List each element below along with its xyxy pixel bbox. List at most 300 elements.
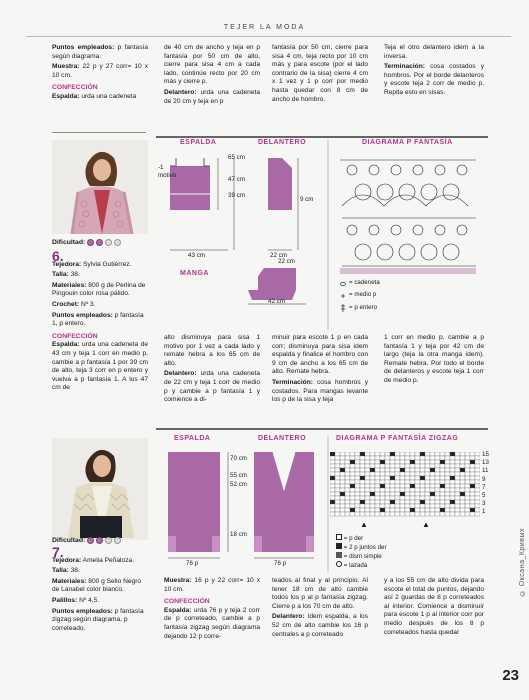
chart-cell [375,504,380,508]
chart-cell [345,508,350,512]
separator [156,428,488,430]
chart-cell [435,492,440,496]
chart-cell [355,472,360,476]
chart-cell [420,492,425,496]
chart-cell [390,508,395,512]
chart-cell [395,496,400,500]
chart-cell [460,476,465,480]
chart-cell [350,484,355,488]
chart-cell [385,500,390,504]
chart-cell [335,508,340,512]
chart-cell [370,460,375,464]
chart-cell [475,452,480,456]
chart-cell [450,492,455,496]
chart-cell [410,468,415,472]
chart-cell [385,456,390,460]
chart-cell [375,512,380,516]
chart-cell [430,476,435,480]
chart-cell [335,476,340,480]
chart-cell [415,488,420,492]
dim-label: 43 cm [188,252,205,259]
chart-cell [445,480,450,484]
chart-cell [340,476,345,480]
chart-cell [470,492,475,496]
chart-cell [465,464,470,468]
chart-cell [370,500,375,504]
difficulty-rating [52,537,121,544]
chart-cell [440,468,445,472]
chart-cell [390,500,395,504]
row-number: 5 [482,492,486,500]
row-number: 1 [482,508,486,516]
chart-cell [355,488,360,492]
dim-label: 22 cm [270,252,287,259]
chart-cell [410,488,415,492]
chart-cell [380,452,385,456]
chart-cell [475,464,480,468]
chart-cell [440,496,445,500]
chart-cell [360,500,365,504]
chart-cell [370,512,375,516]
chart-cell [365,504,370,508]
chart-cell [425,500,430,504]
label: Delantero: [164,88,197,96]
chart-cell [470,496,475,500]
chart-cell [380,500,385,504]
chart-cell [470,476,475,480]
chart-cell [405,468,410,472]
chart-cell [470,484,475,488]
chart-cell [350,496,355,500]
chart-cell [345,496,350,500]
chart-cell [455,496,460,500]
chart-cell [430,468,435,472]
chart-cell [450,476,455,480]
chart-cell [375,460,380,464]
chart-cell [395,512,400,516]
text: alto disminuya para sisa 1 motivo por 1 vez a cada lado y remate hebra a los 65 cm de alto. [164,334,260,367]
chart-cell [345,460,350,464]
chart-cell [435,508,440,512]
chart-cell [360,488,365,492]
chart-cell [420,468,425,472]
chart-cell [340,500,345,504]
row-number: 9 [482,475,486,483]
chart-cell [445,464,450,468]
zigzag-chart [330,452,480,518]
model-7-col-3 [272,577,368,641]
chart-cell [475,460,480,464]
chart-cell [375,468,380,472]
chart-cell [345,492,350,496]
chart-cell [360,480,365,484]
chart-cell [425,460,430,464]
model-6-col-3 [272,334,368,407]
label: Muestra: [52,63,80,71]
chart-cell [365,492,370,496]
chart-cell [410,512,415,516]
chart-cell [475,496,480,500]
chart-cell [445,484,450,488]
chart-cell [425,456,430,460]
chart-cell [365,452,370,456]
chart-cell [475,504,480,508]
chart-cell [400,468,405,472]
section-title: CONFECCIÓN [52,84,98,92]
chart-cell [415,480,420,484]
chart-cell [465,452,470,456]
zigzag-legend [336,534,387,570]
chart-cell [445,492,450,496]
chart-cell [425,512,430,516]
chart-cell [430,500,435,504]
chart-cell [410,492,415,496]
chart-cell [425,488,430,492]
label: Muestra: [164,577,192,584]
chart-cell [415,468,420,472]
chart-cell [400,508,405,512]
yarn-ball-icon [105,537,112,544]
yarn-ball-icon [87,239,94,246]
chart-cell [365,468,370,472]
chart-cell [355,512,360,516]
chart-cell [445,456,450,460]
chart-cell [410,500,415,504]
chart-cell [365,488,370,492]
separator [52,132,146,133]
label: Talla: [52,567,69,575]
text: de 40 cm de ancho y teja en p fantasía por 50 cm de alto, cierre para sisa 4 cm a cada lado, continúe recto por 20 cm más y cierre p. [164,44,260,86]
chart-cell [475,456,480,460]
chart-cell [365,476,370,480]
chart-cell [340,512,345,516]
chart-cell [395,500,400,504]
chart-cell [445,508,450,512]
chart-cell [390,496,395,500]
chart-cell [420,476,425,480]
chart-cell [440,508,445,512]
diagram-label-zigzag: DIAGRAMA P FANTASÍA ZIGZAG [336,435,459,442]
text: fantasía por 50 cm, cierre para sisa 4 cm, teja recto por 10 cm más y para escote (por el lado contrario de la sisa) cierre 4 cm x 1 vez y 1 p corr por medio hasta quedar con 8 cm de ancho de hombro. [272,44,368,103]
chart-cell [390,484,395,488]
chart-cell [340,464,345,468]
chart-cell [455,480,460,484]
chart-cell [455,456,460,460]
chart-cell [360,464,365,468]
chart-cell [380,484,385,488]
chart-cell [350,512,355,516]
chart-cell [445,488,450,492]
chart-cell [340,504,345,508]
chart-cell [360,472,365,476]
chart-cell [365,484,370,488]
chart-cell [405,452,410,456]
chart-cell [425,508,430,512]
chart-cell [415,464,420,468]
chart-cell [470,460,475,464]
chart-cell [455,468,460,472]
chart-cell [435,452,440,456]
section-title: CONFECCIÓN [164,598,210,606]
yarn-ball-icon [114,239,121,246]
chart-cell [420,480,425,484]
chart-cell [430,492,435,496]
chart-cell [400,456,405,460]
chart-cell [365,472,370,476]
chart-cell [445,476,450,480]
chart-cell [370,456,375,460]
chart-cell [375,488,380,492]
chart-cell [415,500,420,504]
chart-cell [350,508,355,512]
chart-cell [475,488,480,492]
chart-cell [360,460,365,464]
chart-cell [430,456,435,460]
model-7-col-2 [164,577,260,643]
chart-cell [335,452,340,456]
chart-cell [335,504,340,508]
chart-cell [470,464,475,468]
chart-cell [350,500,355,504]
diagram-label-fantasia: DIAGRAMA P FANTASÍA [362,139,453,146]
row-number: 13 [482,459,489,467]
chart-cell [440,484,445,488]
chart-cell [435,472,440,476]
chart-cell [360,452,365,456]
chart-cell [435,488,440,492]
chart-cell [465,484,470,488]
model-6-photo [52,140,148,234]
text: minuir para escote 1 p en cada corr; disminuya para sisa idem espalda y finalice el hombro con 9 cm de ancho a los 65 cm de alto. Remate hebra. [272,334,368,376]
chart-cell [440,504,445,508]
chart-cell [330,464,335,468]
chart-cell [385,504,390,508]
chart-cell [365,496,370,500]
dim-motivo: -1 motivo [158,164,177,179]
chart-cell [470,456,475,460]
chart-cell [415,504,420,508]
chart-cell [405,496,410,500]
chart-cell [460,456,465,460]
chart-cell [405,480,410,484]
chart-cell [440,464,445,468]
chart-cell [395,468,400,472]
text: p fantasía 1, p entero. [52,311,144,328]
chart-cell [380,496,385,500]
text: Nº 3. [79,300,96,308]
chart-cell [435,480,440,484]
chart-cell [375,496,380,500]
chart-cell [410,456,415,460]
chart-cell [355,496,360,500]
chart-cell [470,452,475,456]
chart-cell [460,472,465,476]
chart-cell [350,504,355,508]
chart-cell [340,480,345,484]
chart-cell [430,460,435,464]
text: 1 corr en medio p, cambie a p fantasía 1 y teja por 42 cm de largo (teja la otra manga idem). Remate hebra. Por todo el borde de delanteros y escote teja 1 corr de medio p. [384,334,484,384]
chart-cell [355,464,360,468]
chart-cell [340,492,345,496]
chart-cell [355,476,360,480]
chart-cell [400,480,405,484]
chart-cell [475,492,480,496]
chart-cell [395,452,400,456]
chart-cell [425,476,430,480]
chart-cell [475,512,480,516]
chart-cell [360,504,365,508]
chart-cell [460,468,465,472]
chart-cell [415,508,420,512]
chart-cell [435,456,440,460]
zigzag-row-numbers [482,451,489,517]
chart-cell [390,480,395,484]
chart-cell [465,488,470,492]
text: 22 p y 27 corr= 10 x 10 cm. [52,63,148,79]
chart-cell [445,472,450,476]
chart-cell [370,476,375,480]
chart-cell [390,460,395,464]
chart-cell [345,500,350,504]
chart-cell [450,456,455,460]
chart-cell [370,484,375,488]
chart-cell [380,464,385,468]
chart-cell [470,480,475,484]
chart-cell [460,460,465,464]
separator [156,136,488,138]
chart-cell [450,460,455,464]
chart-cell [400,452,405,456]
text: urda una cadeneta de 43 cm y teja 1 corr en medio p, cambie a p fantasía 1 por 39 cm de alto, teja 3 corr en p entero y vuelva a p fantasía 1. A los 47 cm de [52,341,148,392]
chart-cell [355,504,360,508]
chart-cell [395,504,400,508]
chart-cell [475,476,480,480]
text: Amelia Peñaloza. [81,556,134,564]
chart-cell [430,512,435,516]
chart-cell [400,472,405,476]
chart-cell [425,504,430,508]
chart-cell [425,464,430,468]
chart-cell [395,464,400,468]
chart-cell [350,488,355,492]
chart-cell [420,488,425,492]
page-number: 23 [502,667,519,684]
text: 800 g de Perlina de Pingouin color rosa pálido. [52,281,146,298]
chart-cell [330,476,335,480]
chart-cell [390,488,395,492]
chart-cell [365,480,370,484]
chart-cell [440,460,445,464]
chart-cell [390,512,395,516]
chart-cell [430,484,435,488]
legend-cadeneta: = cadeneta [349,279,380,286]
chart-cell [350,452,355,456]
chart-cell [420,452,425,456]
label: Crochet: [52,300,80,308]
chart-cell [395,460,400,464]
chart-cell [340,452,345,456]
chart-cell [425,468,430,472]
chart-cell [400,496,405,500]
text: 38. [68,567,80,575]
chart-cell [350,492,355,496]
chart-cell [355,452,360,456]
chart-cell [420,496,425,500]
chart-cell [370,496,375,500]
chart-cell [460,464,465,468]
chart-cell [415,452,420,456]
legend-lazada: = lazada [343,562,368,569]
model-6-col-2 [164,334,260,407]
chart-cell [370,504,375,508]
top-col-1 [52,44,148,104]
chart-cell [335,496,340,500]
chart-cell [375,484,380,488]
chart-cell [470,468,475,472]
chart-cell [400,460,405,464]
chart-cell [330,480,335,484]
chart-cell [450,464,455,468]
legend-p-der: = p der [343,535,364,542]
chart-cell [370,488,375,492]
chart-cell [355,500,360,504]
chart-cell [430,488,435,492]
chart-cell [335,468,340,472]
text: Nº 4,5. [77,596,100,604]
chart-cell [335,492,340,496]
dim-label: 55 cm [230,472,247,479]
chart-cell [355,480,360,484]
chart-cell [385,484,390,488]
chart-cell [350,472,355,476]
chart-cell [415,496,420,500]
chart-cell [455,508,460,512]
model-7-photo [52,438,148,540]
chart-cell [455,464,460,468]
running-header: TEJER LA MODA [223,24,306,31]
chart-cell [450,508,455,512]
chart-cell [400,500,405,504]
chart-cell [365,464,370,468]
text: ídem espalda, a los 52 cm de alto cambie los 16 p centrales a p correteado [272,613,368,638]
text: Sylvia Gutiérrez. [81,260,132,268]
dim-label: 18 cm [230,531,247,538]
chart-cell [355,460,360,464]
chart-cell [355,484,360,488]
chart-cell [335,512,340,516]
chart-cell [395,476,400,480]
chart-cell [330,496,335,500]
chart-cell [440,488,445,492]
chart-cell [370,492,375,496]
label: Terminación: [384,63,425,71]
chart-cell [390,504,395,508]
section-title: CONFECCIÓN [52,332,98,340]
chart-cell [330,452,335,456]
chart-cell [345,488,350,492]
chart-cell [450,468,455,472]
chart-cell [380,468,385,472]
chart-cell [455,488,460,492]
top-col-2 [164,44,260,108]
chart-cell [475,472,480,476]
chart-cell [410,464,415,468]
chart-cell [440,476,445,480]
chart-cell [370,452,375,456]
text: urda una cadeneta [79,92,137,100]
arrow-up-icon: ▲ [360,520,368,529]
legend-p-entero: = p entero [349,304,378,311]
